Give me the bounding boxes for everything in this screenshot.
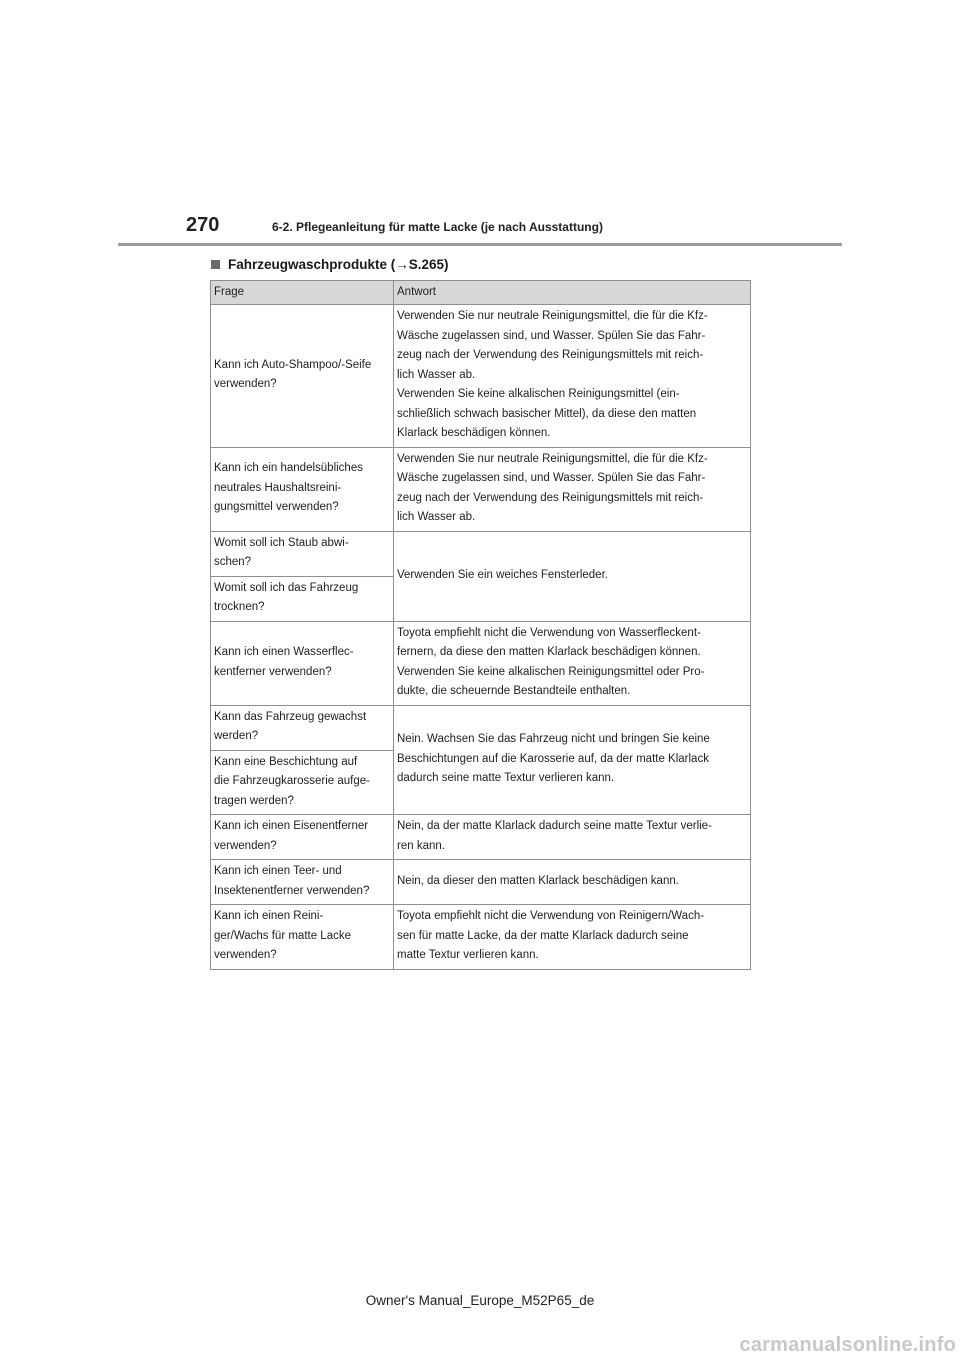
- header-divider: [118, 243, 842, 246]
- answer-line: Verwenden Sie ein weiches Fensterleder.: [397, 568, 608, 581]
- answer-line: Wäsche zugelassen sind, und Wasser. Spülen Sie das Fahr-: [397, 472, 706, 484]
- subheading-text: Fahrzeugwaschprodukte (→S.265): [228, 257, 449, 272]
- question-cell: [211, 531, 394, 576]
- question-line: Kann ich ein handelsübliches: [214, 462, 363, 475]
- question-line: kentferner verwenden?: [214, 665, 332, 678]
- answer-line: zeug nach der Verwendung des Reinigungsmittels mit reich-: [397, 491, 704, 504]
- answer-line: zeug nach der Verwendung des Reinigungsmittels mit reich-: [397, 349, 704, 361]
- question-line: Kann eine Beschichtung auf: [214, 755, 358, 768]
- table-row: [211, 447, 751, 531]
- question-line: neutrales Haushaltsreini-: [214, 481, 342, 494]
- answer-line: Nein, da dieser den matten Klarlack beschädigen kann.: [397, 874, 679, 887]
- question-line: verwenden?: [214, 949, 277, 961]
- answer-cell: [394, 305, 751, 448]
- question-line: Womit soll ich Staub abwi-: [214, 536, 349, 549]
- answer-cell: [394, 705, 751, 815]
- question-cell: [211, 705, 394, 750]
- answer-line: matte Textur verlieren kann.: [397, 949, 539, 961]
- question-cell: [211, 905, 394, 970]
- table-row: [211, 815, 751, 860]
- table-row: [211, 705, 751, 750]
- answer-line: Nein. Wachsen Sie das Fahrzeug nicht und bringen Sie keine: [397, 733, 710, 745]
- question-line: Insektenentferner verwenden?: [214, 884, 370, 897]
- question-cell: [211, 815, 394, 860]
- answer-line: Klarlack beschädigen können.: [397, 427, 551, 439]
- answer-line: Toyota empfiehlt nicht die Verwendung von Wasserfleckent-: [397, 626, 701, 639]
- section-title: 6-2. Pflegeanleitung für matte Lacke (je nach Ausstattung): [272, 220, 603, 234]
- question-line: Kann ich einen Teer- und: [214, 865, 342, 877]
- question-cell: [211, 576, 394, 621]
- question-line: ger/Wachs für matte Lacke: [214, 929, 351, 942]
- question-cell: [211, 860, 394, 905]
- answer-line: Toyota empfiehlt nicht die Verwendung von Reinigern/Wach-: [397, 910, 705, 922]
- question-line: Kann ich einen Reini-: [214, 910, 324, 922]
- footer-manual-id: Owner's Manual_Europe_M52P65_de: [365, 1293, 595, 1308]
- answer-cell: [394, 815, 751, 860]
- faq-table: [210, 280, 751, 970]
- question-line: gungsmittel verwenden?: [214, 501, 339, 514]
- answer-line: Verwenden Sie keine alkalischen Reinigungsmittel oder Pro-: [397, 665, 705, 678]
- header-question: Frage: [211, 281, 394, 305]
- answer-line: sen für matte Lacke, da der matte Klarlack dadurch seine: [397, 929, 689, 942]
- answer-line: Beschichtungen auf die Karosserie auf, da der matte Klarlack: [397, 752, 709, 765]
- question-line: Womit soll ich das Fahrzeug: [214, 581, 359, 594]
- table-row: [211, 860, 751, 905]
- answer-line: ren kann.: [397, 839, 445, 852]
- answer-cell: [394, 905, 751, 970]
- answer-line: dukte, die scheuernde Bestandteile enthalten.: [397, 685, 631, 697]
- answer-cell: [394, 860, 751, 905]
- answer-line: lich Wasser ab.: [397, 368, 476, 381]
- answer-line: Wäsche zugelassen sind, und Wasser. Spülen Sie das Fahr-: [397, 329, 706, 342]
- answer-cell: [394, 447, 751, 531]
- question-line: werden?: [214, 730, 259, 742]
- answer-line: lich Wasser ab.: [397, 511, 476, 523]
- table-row: [211, 621, 751, 705]
- subheading: [211, 257, 449, 272]
- table-row: [211, 905, 751, 970]
- question-cell: [211, 621, 394, 705]
- question-line: tragen werden?: [214, 794, 294, 807]
- question-line: trocknen?: [214, 601, 265, 613]
- question-line: Kann ich einen Eisenentferner: [214, 820, 369, 832]
- answer-line: Verwenden Sie keine alkalischen Reinigungsmittel (ein-: [397, 388, 680, 400]
- answer-line: schließlich schwach basischer Mittel), da diese den matten: [397, 407, 697, 420]
- question-line: Kann ich Auto-Shampoo/-Seife: [214, 358, 372, 371]
- question-line: verwenden?: [214, 839, 277, 852]
- question-cell: [211, 750, 394, 815]
- answer-cell: [394, 531, 751, 621]
- page-number: 270: [186, 214, 220, 236]
- answer-line: dadurch seine matte Textur verlieren kann.: [397, 772, 615, 784]
- answer-line: fernern, da diese den matten Klarlack beschädigen können.: [397, 646, 701, 658]
- answer-line: Nein, da der matte Klarlack dadurch seine matte Textur verlie-: [397, 820, 712, 832]
- answer-line: Verwenden Sie nur neutrale Reinigungsmittel, die für die Kfz-: [397, 452, 708, 465]
- header-answer: Antwort: [394, 281, 751, 305]
- question-line: Kann ich einen Wasserflec-: [214, 646, 354, 658]
- table-header-row: [211, 281, 751, 305]
- table-row: [211, 305, 751, 448]
- question-line: schen?: [214, 556, 252, 568]
- question-line: verwenden?: [214, 378, 277, 391]
- answer-cell: [394, 621, 751, 705]
- question-line: Kann das Fahrzeug gewachst: [214, 710, 367, 723]
- table-row: [211, 531, 751, 576]
- question-cell: [211, 305, 394, 448]
- answer-line: Verwenden Sie nur neutrale Reinigungsmittel, die für die Kfz-: [397, 310, 708, 322]
- question-cell: [211, 447, 394, 531]
- question-line: die Fahrzeugkarosserie aufge-: [214, 775, 370, 787]
- watermark: carmanualsonline.info: [739, 1334, 956, 1356]
- square-bullet-icon: [211, 260, 220, 269]
